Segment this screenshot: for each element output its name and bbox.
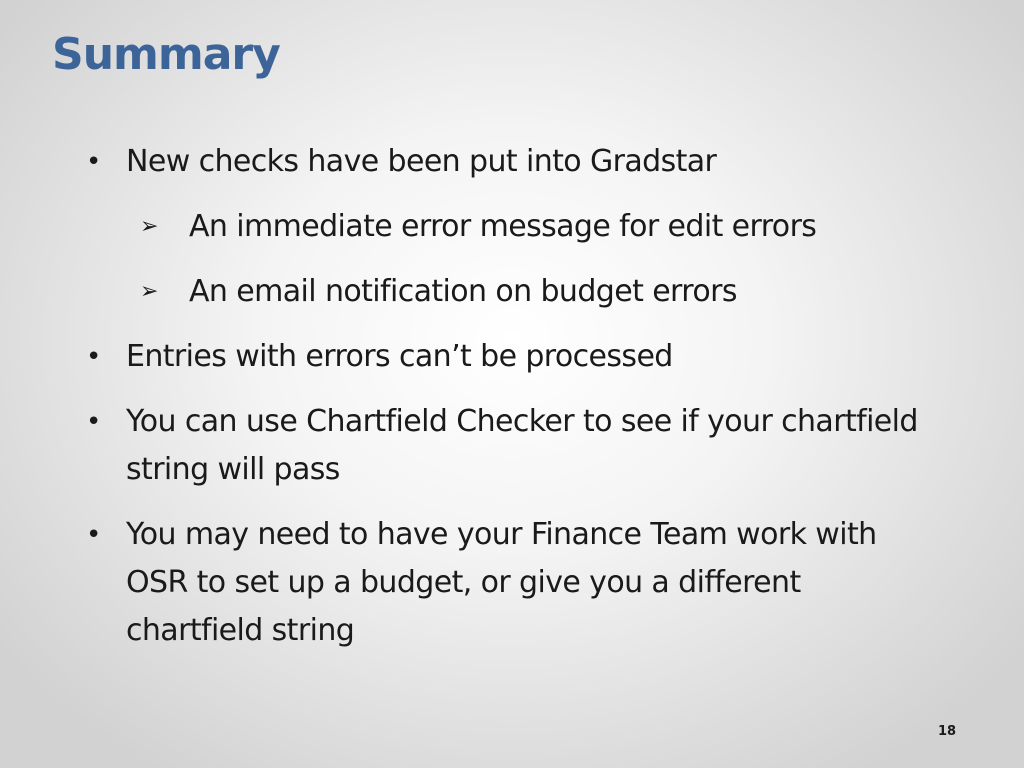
bullet-text: Entries with errors can’t be processed	[126, 339, 673, 374]
bullet-dot-icon: •	[86, 147, 101, 177]
slide-title: Summary	[52, 29, 280, 80]
arrowhead-icon: ➢	[140, 214, 158, 239]
bullet-dot-icon: •	[86, 407, 101, 437]
bullet-item	[84, 138, 924, 186]
bullet-text: New checks have been put into Gradstar	[126, 144, 717, 179]
bullet-item	[84, 333, 924, 381]
sub-bullet-item	[84, 203, 924, 251]
page-number: 18	[938, 724, 957, 739]
bullet-list	[84, 138, 924, 672]
sub-bullet-item	[84, 268, 924, 316]
bullet-item	[84, 398, 924, 494]
sub-bullet-text: An email notification on budget errors	[189, 274, 737, 309]
arrowhead-icon: ➢	[140, 279, 158, 304]
bullet-item	[84, 511, 924, 655]
sub-bullet-text: An immediate error message for edit errors	[189, 209, 817, 244]
bullet-dot-icon: •	[86, 342, 101, 372]
bullet-text: You can use Chartfield Checker to see if your chartfield string will pass	[126, 404, 918, 487]
bullet-dot-icon: •	[86, 520, 101, 550]
bullet-text: You may need to have your Finance Team work with OSR to set up a budget, or give you a different chartfield string	[126, 517, 877, 648]
